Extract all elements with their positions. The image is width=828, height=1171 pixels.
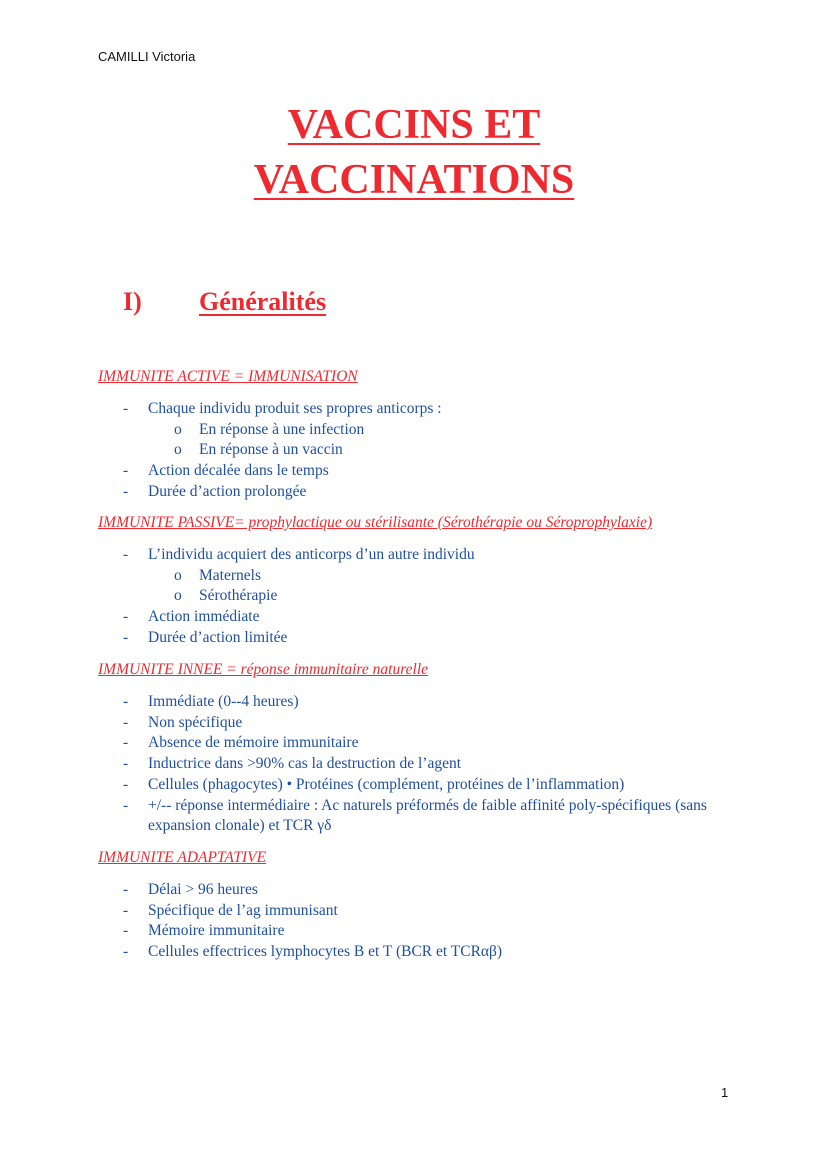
header-author: CAMILLI Victoria [98,49,196,64]
dash-bullet-icon: - [123,943,129,961]
dash-bullet-icon: - [123,546,129,563]
dash-bullet-icon: - [123,482,129,500]
dash-bullet-icon: - [123,796,129,814]
immunity-block [98,513,738,649]
document-title-line-2: VACCINATIONS [253,157,575,203]
list-item-text: Sérothérapie [199,587,278,605]
section-label: Généralités [199,287,327,316]
immunity-block [98,367,738,503]
list-item-text: Cellules effectrices lymphocytes B et T (BCR et TCRαβ) [148,943,503,961]
list-item-text: Mémoire immunitaire [148,922,285,940]
document-title-line-1: VACCINS ET [287,102,541,148]
list-item-text: Absence de mémoire immunitaire [148,734,359,752]
list-item [98,733,738,754]
dash-bullet-icon: - [123,922,129,940]
list-item [98,921,738,942]
dash-bullet-icon: - [123,713,129,731]
list-item [98,942,738,963]
list-item-text: Non spécifique [148,713,243,731]
list-item-text: Durée d’action prolongée [148,482,307,500]
list-item-text: Action immédiate [148,608,260,626]
list-item-text: Immédiate (0--4 heures) [148,693,299,710]
list-item-text: Cellules (phagocytes) • Protéines (complément, protéines de l’inflammation) [148,775,625,793]
dash-bullet-icon: - [123,901,129,919]
dash-bullet-icon: - [123,608,129,626]
list-item [98,482,738,503]
list-item [98,399,738,420]
list-item [98,440,738,461]
circle-bullet-icon: o [174,420,182,438]
subheading: IMMUNITE ACTIVE = IMMUNISATION [98,368,358,385]
list-item [98,628,738,649]
list-item [98,461,738,482]
subheading: IMMUNITE ADAPTATIVE [98,849,267,866]
dash-bullet-icon: - [123,628,129,646]
immunity-block [98,660,738,837]
dash-bullet-icon: - [123,400,129,417]
list-item [98,901,738,922]
list-item-text: Maternels [199,566,261,584]
list-item [98,880,738,901]
subheading: IMMUNITE INNEE = réponse immunitaire naturelle [98,661,429,678]
list-item [98,420,738,441]
list-item-text: Inductrice dans >90% cas la destruction de l’agent [148,755,462,773]
list-item-text: En réponse à un vaccin [199,441,343,459]
list-item [98,607,738,628]
list-item-text: Délai > 96 heures [148,881,258,898]
section-number: I) [123,287,142,316]
list-item [98,586,738,607]
list-item [98,775,738,796]
list-item-text: En réponse à une infection [199,420,365,438]
subheading: IMMUNITE PASSIVE= prophylactique ou stérilisante (Sérothérapie ou Séroprophylaxie) [98,514,653,531]
dash-bullet-icon: - [123,881,129,898]
list-item [98,692,738,713]
dash-bullet-icon: - [123,693,129,710]
immunity-block [98,848,738,963]
list-item [98,566,738,587]
page-number: 1 [721,1085,729,1100]
circle-bullet-icon: o [174,441,182,459]
dash-bullet-icon: - [123,462,129,480]
circle-bullet-icon: o [174,587,182,605]
list-item-text: Action décalée dans le temps [148,462,329,480]
list-item-text: Spécifique de l’ag immunisant [148,901,338,919]
section-heading [123,287,327,317]
dash-bullet-icon: - [123,734,129,752]
list-item-text: +/-- réponse intermédiaire : Ac naturels préformés de faible affinité poly-spécifiques (sans expansion clonale) et TCR γδ [148,796,707,835]
dash-bullet-icon: - [123,755,129,773]
list-item [98,796,738,837]
list-item [98,713,738,734]
list-item-text: L’individu acquiert des anticorps d’un autre individu [148,546,475,563]
list-item [98,545,738,566]
dash-bullet-icon: - [123,775,129,793]
list-item-text: Chaque individu produit ses propres anticorps : [148,400,442,417]
circle-bullet-icon: o [174,566,182,584]
list-item [98,754,738,775]
list-item-text: Durée d’action limitée [148,628,288,646]
